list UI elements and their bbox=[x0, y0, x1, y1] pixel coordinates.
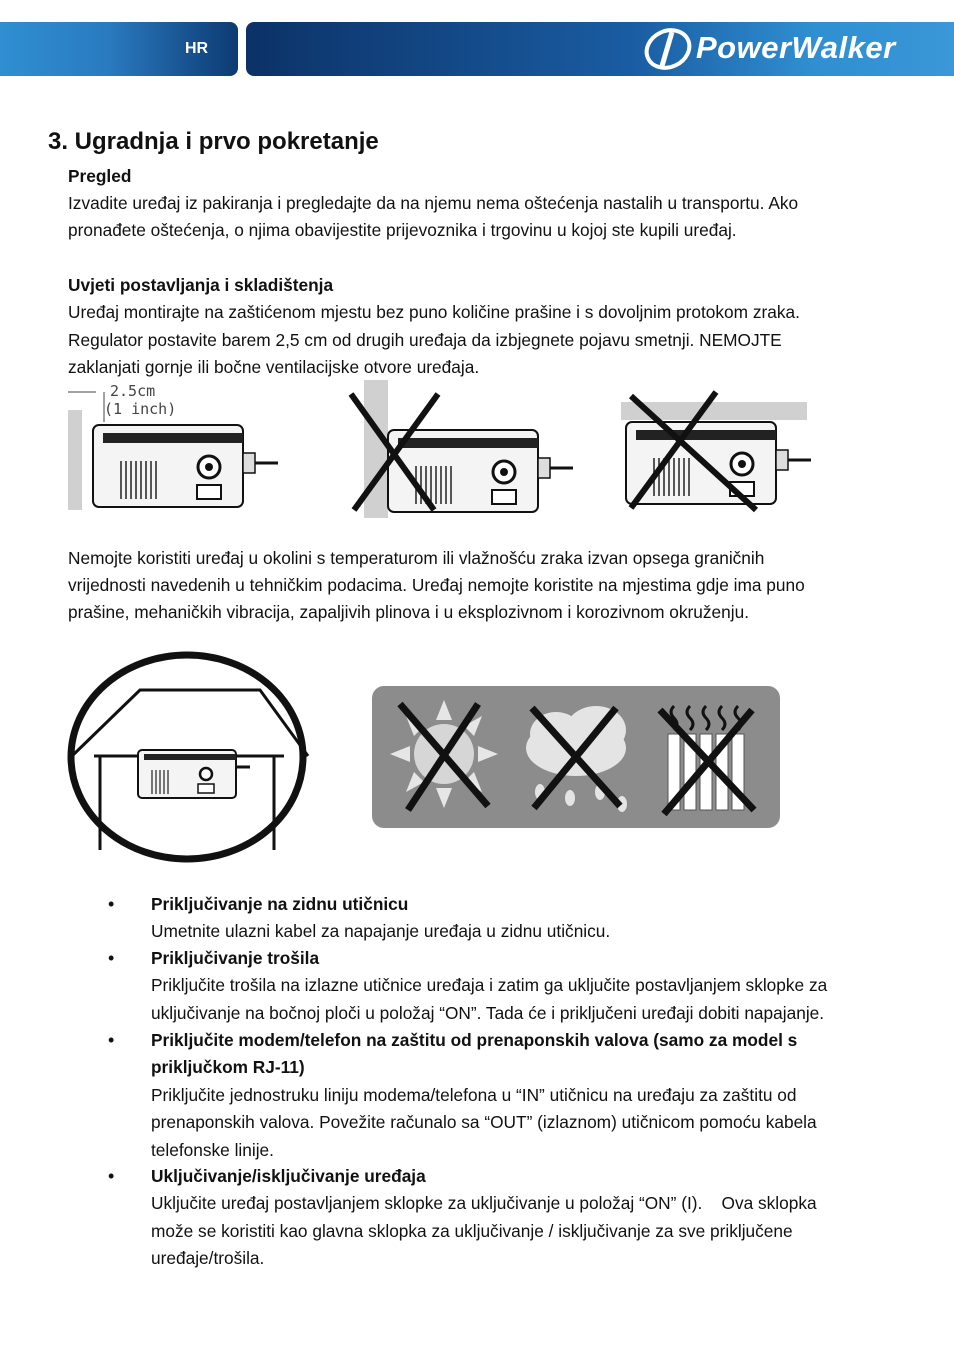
bullet-icon: • bbox=[108, 894, 115, 914]
bullet-title-continued: priključkom RJ-11) bbox=[151, 1057, 305, 1078]
bullet-text: Priključite trošila na izlazne utičnice uređaja i zatim ga uključite postavljanjem sklopke za bbox=[151, 975, 828, 996]
bullet-text: prenaponskih valova. Povežite računalo sa “OUT” (izlaznom) utičnicom pomoću kabela bbox=[151, 1112, 817, 1133]
bullet-text: Umetnite ulazni kabel za napajanje uređaja u zidnu utičnicu. bbox=[151, 921, 611, 942]
bullet-text: uključivanje na bočnoj ploči u položaj “ON”. Tada će i priključeni uređaji dobiti napajanje. bbox=[151, 1002, 825, 1023]
env-line-1: Nemojte koristiti uređaj u okolini s temperaturom ili vlažnošću zraka izvan opsega graničnih bbox=[68, 548, 765, 568]
bullet-text: može se koristiti kao glavna sklopka za uključivanje / isključivanje za sve priključene bbox=[151, 1220, 793, 1241]
pregled-line-1: Izvadite uređaj iz pakiranja i pregledajte da na njemu nema oštećenja nastalih u transportu. Ako bbox=[68, 193, 799, 213]
wall-figure-2 bbox=[364, 380, 388, 518]
pregled-heading: Pregled bbox=[68, 166, 132, 186]
language-label: HR bbox=[185, 40, 209, 57]
env-line-3: prašine, mehaničkih vibracija, zapaljivih plinova i u eksplozivnom i korozivnom okruženju. bbox=[68, 602, 750, 622]
env-line-2: vrijednosti navedenih u tehničkim podacima. Uređaj nemojte koristite na mjestima gdje ima puno bbox=[68, 575, 805, 595]
uvjeti-line-3: zaklanjati gornje ili bočne ventilacijske otvore uređaja. bbox=[68, 357, 480, 377]
bullet-title: Uključivanje/isključivanje uređaja bbox=[151, 1166, 426, 1186]
bullet-title: Priključite modem/telefon na zaštitu od prenaponskih valova (samo za model s bbox=[151, 1030, 798, 1050]
list-item bbox=[108, 1027, 888, 1164]
bullet-text: telefonske linije. bbox=[151, 1139, 274, 1160]
uvjeti-line-1: Uređaj montirajte na zaštićenom mjestu bez puno količine prašine i s dovoljnim protokom zraka. bbox=[68, 302, 800, 322]
bullet-text: Priključite jednostruku liniju modema/telefona u “IN” utičnicu na uređaju za zaštitu od bbox=[151, 1084, 797, 1105]
bullet-icon: • bbox=[108, 1166, 115, 1186]
distance-label-inch: (1 inch) bbox=[104, 400, 177, 418]
bullet-icon: • bbox=[108, 1030, 115, 1050]
brand-logo bbox=[642, 26, 942, 72]
hazards-illustration bbox=[372, 686, 780, 828]
list-item bbox=[108, 1163, 888, 1273]
wall-figure-1 bbox=[68, 410, 82, 510]
placement-illustration bbox=[66, 380, 816, 520]
distance-label-cm: 2.5cm bbox=[110, 382, 156, 400]
pregled-line-2: pronađete oštećenja, o njima obavijestite prijevoznika i trgovinu u kojoj ste kupili uređaj. bbox=[68, 220, 737, 240]
uvjeti-heading: Uvjeti postavljanja i skladištenja bbox=[68, 275, 334, 295]
brand-name: PowerWalker bbox=[696, 30, 896, 65]
bullet-text: Uključite uređaj postavljanjem sklopke za uključivanje u položaj “ON” (I). Ova sklopka bbox=[151, 1193, 817, 1214]
brand-logo-icon bbox=[642, 26, 698, 72]
bullet-text: uređaje/trošila. bbox=[151, 1248, 265, 1269]
list-item bbox=[108, 891, 888, 946]
bullet-icon: • bbox=[108, 948, 115, 968]
list-item bbox=[108, 945, 888, 1027]
shelter-illustration bbox=[66, 650, 310, 864]
section-title: 3. Ugradnja i prvo pokretanje bbox=[48, 128, 379, 155]
uvjeti-line-2: Regulator postavite barem 2,5 cm od drugih uređaja da izbjegnete pojavu smetnji. NEMOJTE bbox=[68, 330, 782, 350]
bullet-title: Priključivanje na zidnu utičnicu bbox=[151, 894, 409, 914]
bullet-title: Priključivanje trošila bbox=[151, 948, 320, 968]
